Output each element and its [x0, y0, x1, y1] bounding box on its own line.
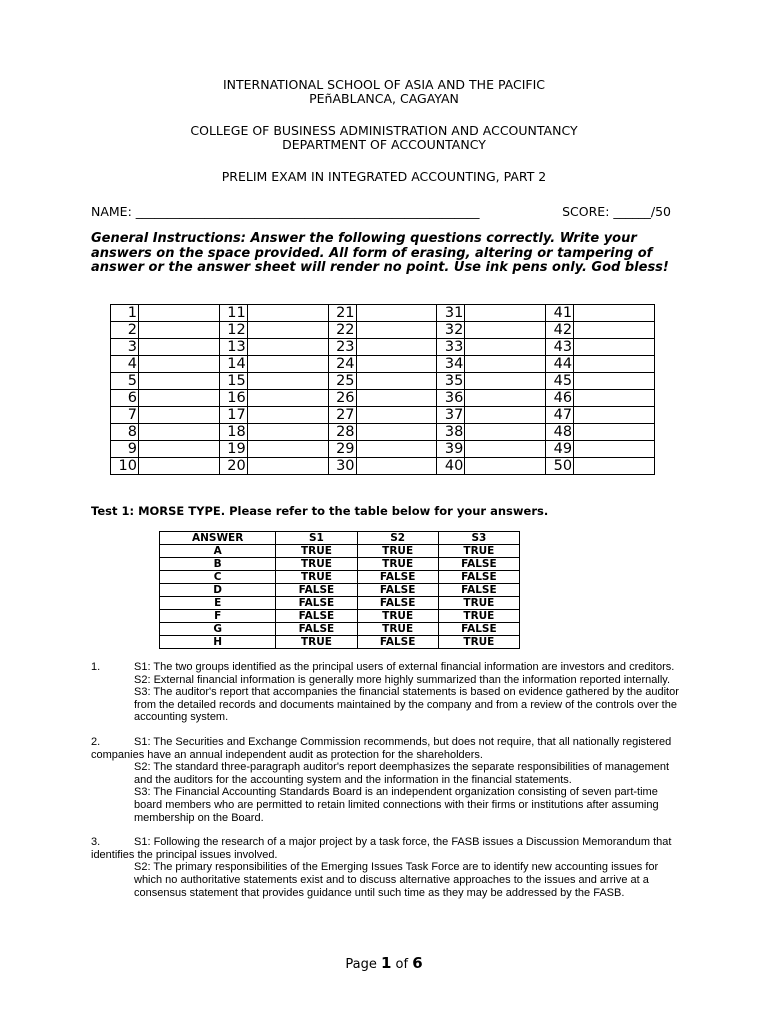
answer-blank [247, 305, 328, 322]
morse-row [160, 636, 520, 649]
answer-blank [247, 390, 328, 407]
answer-blank [247, 356, 328, 373]
answer-blank [247, 407, 328, 424]
statement-1 [91, 836, 679, 861]
answer-number: 26 [328, 390, 356, 407]
answer-number: 47 [546, 407, 574, 424]
answer-blank [356, 458, 437, 475]
answer-blank [356, 305, 437, 322]
answer-blank [574, 441, 655, 458]
answer-blank [574, 322, 655, 339]
answer-blank [465, 441, 546, 458]
answer-blank [247, 441, 328, 458]
morse-row [160, 597, 520, 610]
answer-blank [356, 407, 437, 424]
statement-2: S2: The primary responsibilities of the Emerging Issues Task Force are to identify new accounting issues for which no authoritative statements exist and to discuss alternative approaches to the issues and arrive at a consensus statement that provides guidance until such time as they may be addressed by the FASB. [134, 861, 659, 899]
morse-cell: FALSE [438, 623, 519, 636]
answer-row [111, 458, 655, 475]
answer-number: 42 [546, 322, 574, 339]
answer-blank [138, 322, 219, 339]
answer-number: 7 [111, 407, 139, 424]
morse-cell: TRUE [438, 597, 519, 610]
score-field: SCORE: ______/50 [562, 204, 671, 219]
morse-cell: TRUE [276, 558, 357, 571]
answer-blank [465, 424, 546, 441]
statement-1-text: S1: The two groups identified as the principal users of external financial information are investors and creditors. [134, 661, 675, 673]
answer-number: 34 [437, 356, 465, 373]
answer-number: 46 [546, 390, 574, 407]
morse-cell: FALSE [438, 584, 519, 597]
morse-header-cell: ANSWER [160, 532, 276, 545]
answer-number: 31 [437, 305, 465, 322]
answer-blank [574, 356, 655, 373]
answer-blank [247, 424, 328, 441]
answer-row [111, 356, 655, 373]
answer-number: 48 [546, 424, 574, 441]
answer-number: 4 [111, 356, 139, 373]
morse-cell: C [160, 571, 276, 584]
answer-number: 6 [111, 390, 139, 407]
school-location: PEñABLANCA, CAGAYAN [309, 91, 459, 106]
questions-section [91, 661, 679, 911]
answer-number: 2 [111, 322, 139, 339]
answer-number: 30 [328, 458, 356, 475]
answer-blank [138, 339, 219, 356]
statement-2: S2: External financial information is generally more highly summarized than the information reported internally. [134, 673, 671, 686]
name-score-line [91, 204, 671, 219]
answer-number: 12 [219, 322, 247, 339]
answer-number: 33 [437, 339, 465, 356]
morse-cell: G [160, 623, 276, 636]
answer-row [111, 339, 655, 356]
morse-cell: FALSE [357, 597, 438, 610]
morse-cell: FALSE [276, 584, 357, 597]
answer-blank [574, 424, 655, 441]
answer-blank [465, 339, 546, 356]
answer-number: 39 [437, 441, 465, 458]
question-item [91, 736, 679, 824]
morse-cell: H [160, 636, 276, 649]
answer-blank [138, 441, 219, 458]
answer-number: 14 [219, 356, 247, 373]
morse-row [160, 571, 520, 584]
answer-number: 43 [546, 339, 574, 356]
answer-number: 37 [437, 407, 465, 424]
of-word: of [395, 957, 409, 972]
answer-blank [356, 390, 437, 407]
answer-blank [356, 339, 437, 356]
statement-3: S3: The Financial Accounting Standards Board is an independent organization consisting of seven part-time board members who are permitted to retain limited connections with their firms or institutions after assuming membership on the Board. [134, 786, 659, 824]
statement-1 [91, 661, 679, 674]
answer-number: 18 [219, 424, 247, 441]
answer-row [111, 373, 655, 390]
answer-blank [356, 424, 437, 441]
morse-cell: B [160, 558, 276, 571]
answer-blank [138, 458, 219, 475]
morse-header-cell: S1 [276, 532, 357, 545]
statement-2: S2: The standard three-paragraph auditor's report deemphasizes the separate responsibilities of management and the auditors for the accounting system and the information in the financial statements. [134, 761, 670, 786]
answer-row [111, 407, 655, 424]
answer-blank [138, 305, 219, 322]
answer-blank [465, 356, 546, 373]
answer-blank [574, 305, 655, 322]
statement-1-text: S1: Following the research of a major project by a task force, the FASB issues a Discussion Memorandum that identifies the principal issues involved. [91, 836, 672, 861]
morse-cell: A [160, 545, 276, 558]
answer-number: 22 [328, 322, 356, 339]
exam-header [0, 78, 768, 184]
answer-blank [138, 373, 219, 390]
morse-cell: D [160, 584, 276, 597]
answer-number: 15 [219, 373, 247, 390]
answer-number: 17 [219, 407, 247, 424]
answer-number: 10 [111, 458, 139, 475]
answer-number: 29 [328, 441, 356, 458]
answer-blank [356, 322, 437, 339]
answer-number: 9 [111, 441, 139, 458]
question-number: 3. [91, 836, 101, 849]
school-name: INTERNATIONAL SCHOOL OF ASIA AND THE PACIFIC [222, 77, 546, 92]
answer-number: 25 [328, 373, 356, 390]
answer-blank [138, 356, 219, 373]
morse-row [160, 584, 520, 597]
answer-number: 40 [437, 458, 465, 475]
morse-cell: TRUE [438, 610, 519, 623]
test1-title: Test 1: MORSE TYPE. Please refer to the table below for your answers. [91, 504, 549, 518]
name-field: NAME: _______________________________________________________ [91, 204, 480, 219]
morse-table [159, 531, 520, 649]
question-number: 2. [91, 735, 101, 748]
morse-cell: TRUE [276, 545, 357, 558]
answer-number: 32 [437, 322, 465, 339]
page-footer [0, 954, 768, 972]
morse-cell: FALSE [438, 571, 519, 584]
answer-blank [574, 458, 655, 475]
morse-cell: FALSE [357, 636, 438, 649]
morse-row [160, 623, 520, 636]
answer-blank [574, 373, 655, 390]
answer-blank [574, 390, 655, 407]
morse-cell: F [160, 610, 276, 623]
answer-number: 24 [328, 356, 356, 373]
answer-number: 49 [546, 441, 574, 458]
answer-number: 41 [546, 305, 574, 322]
answer-row [111, 441, 655, 458]
answer-number: 23 [328, 339, 356, 356]
answer-number: 50 [546, 458, 574, 475]
morse-header-cell: S2 [357, 532, 438, 545]
answer-number: 45 [546, 373, 574, 390]
answer-blank [465, 373, 546, 390]
morse-cell: TRUE [276, 571, 357, 584]
morse-cell: FALSE [357, 571, 438, 584]
department-name: DEPARTMENT OF ACCOUNTANCY [282, 137, 486, 152]
morse-cell: TRUE [357, 558, 438, 571]
morse-row [160, 558, 520, 571]
morse-cell: TRUE [438, 636, 519, 649]
answer-number: 28 [328, 424, 356, 441]
answer-number: 1 [111, 305, 139, 322]
question-item [91, 836, 679, 899]
morse-cell: FALSE [276, 610, 357, 623]
answer-blank [247, 458, 328, 475]
answer-number: 13 [219, 339, 247, 356]
answer-number: 44 [546, 356, 574, 373]
morse-cell: FALSE [276, 597, 357, 610]
statement-1 [91, 736, 679, 761]
answer-blank [356, 356, 437, 373]
answer-row [111, 390, 655, 407]
answer-blank [465, 390, 546, 407]
morse-cell: FALSE [438, 558, 519, 571]
answer-blank [138, 407, 219, 424]
answer-number: 8 [111, 424, 139, 441]
answer-blank [247, 322, 328, 339]
answer-number: 19 [219, 441, 247, 458]
morse-cell: E [160, 597, 276, 610]
answer-row [111, 322, 655, 339]
college-name: COLLEGE OF BUSINESS ADMINISTRATION AND ACCOUNTANCY [190, 123, 578, 138]
answer-row [111, 305, 655, 322]
answer-number: 38 [437, 424, 465, 441]
statement-1-text: S1: The Securities and Exchange Commission recommends, but does not require, that all nationally registered companies have an annual independent audit as protection for the shareholders. [91, 735, 672, 761]
answer-number: 21 [328, 305, 356, 322]
general-instructions: General Instructions: Answer the following questions correctly. Write your answers on the space provided. All form of erasing, altering or tampering of answer or the answer sheet will render no point. Use ink pens only. God bless! [91, 231, 669, 275]
answer-number: 20 [219, 458, 247, 475]
question-item [91, 661, 679, 724]
answer-blank [356, 441, 437, 458]
answer-blank [247, 373, 328, 390]
answer-blank [574, 407, 655, 424]
morse-cell: TRUE [357, 545, 438, 558]
morse-cell: FALSE [276, 623, 357, 636]
morse-header-cell: S3 [438, 532, 519, 545]
answer-blank [465, 322, 546, 339]
exam-title: PRELIM EXAM IN INTEGRATED ACCOUNTING, PART 2 [221, 169, 547, 184]
morse-cell: TRUE [438, 545, 519, 558]
morse-cell: FALSE [357, 584, 438, 597]
morse-cell: TRUE [276, 636, 357, 649]
morse-row [160, 545, 520, 558]
answer-blank [138, 424, 219, 441]
morse-cell: TRUE [357, 610, 438, 623]
answer-row [111, 424, 655, 441]
current-page: 1 [380, 954, 392, 972]
answer-number: 16 [219, 390, 247, 407]
answer-number: 3 [111, 339, 139, 356]
page-word: Page [345, 957, 377, 972]
morse-row [160, 610, 520, 623]
answer-blank [574, 339, 655, 356]
answer-number: 27 [328, 407, 356, 424]
answer-blank [465, 305, 546, 322]
answer-number: 5 [111, 373, 139, 390]
morse-cell: TRUE [357, 623, 438, 636]
answer-blank [247, 339, 328, 356]
statement-3: S3: The auditor's report that accompanies the financial statements is based on evidence gathered by the auditor from the detailed records and documents maintained by the company and from a review of the controls over the accounting system. [134, 686, 679, 724]
answer-blank [138, 390, 219, 407]
answer-grid [110, 304, 655, 475]
answer-number: 36 [437, 390, 465, 407]
answer-number: 11 [219, 305, 247, 322]
answer-blank [465, 458, 546, 475]
answer-blank [356, 373, 437, 390]
answer-number: 35 [437, 373, 465, 390]
answer-blank [465, 407, 546, 424]
total-pages: 6 [412, 954, 423, 972]
question-number: 1. [91, 661, 101, 673]
